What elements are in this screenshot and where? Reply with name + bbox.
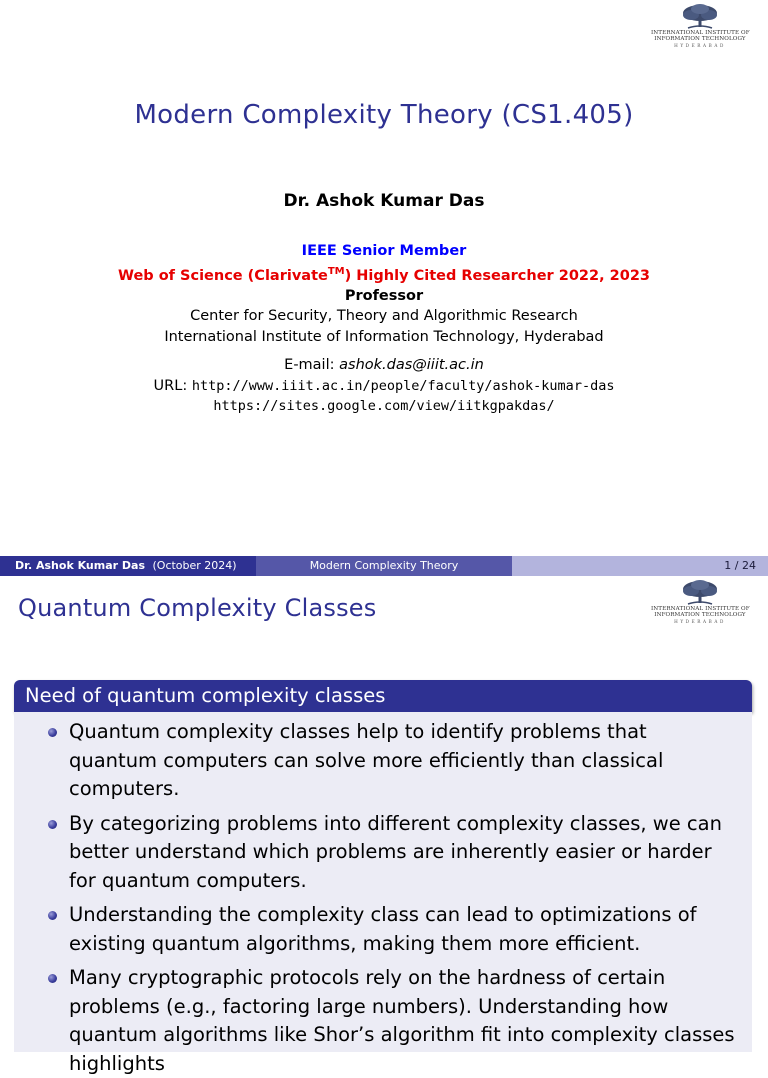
list-item [42, 810, 738, 896]
content-slide [0, 576, 768, 1075]
bullet-text: Many cryptographic protocols rely on the hardness of certain problems (e.g., factoring large numbers). Understanding how quantum algorithms like Shor’s algorithm fit into complexity classes highlights [69, 966, 735, 1075]
logo-line3: HYDERABAD [674, 42, 726, 48]
block-body [14, 712, 752, 1075]
content-block [14, 680, 752, 1075]
bullet-text: By categorizing problems into different complexity classes, we can better understand which problems are inherently easier or harder for quantum computers. [69, 811, 722, 892]
list-item [42, 901, 738, 958]
wos-suffix: ) Highly Cited Researcher 2022, 2023 [344, 267, 651, 284]
url-line [0, 376, 768, 397]
author-info [0, 241, 768, 347]
footer-author [0, 556, 256, 576]
bullet-list [42, 718, 738, 1078]
logo-line1: INTERNATIONAL INSTITUTE OF [651, 606, 750, 612]
bullet-text: Understanding the complexity class can lead to optimizations of existing quantum algorithms, making them more efficient. [69, 903, 697, 955]
url2-line [0, 396, 768, 417]
logo-line1: INTERNATIONAL INSTITUTE OF [651, 30, 750, 36]
wos-recognition [0, 262, 768, 286]
ieee-membership: IEEE Senior Member [301, 243, 467, 259]
footer-author-name: Dr. Ashok Kumar Das [15, 559, 145, 572]
list-item [42, 718, 738, 804]
tree-icon [680, 580, 720, 606]
tree-icon [680, 4, 720, 30]
contact-info [0, 355, 768, 417]
author-name: Dr. Ashok Kumar Das [283, 191, 485, 211]
footer-course: Modern Complexity Theory [256, 556, 512, 576]
logo-line2: INFORMATION TECHNOLOGY [654, 36, 746, 43]
email-link[interactable]: ashok.das@iiit.ac.in [339, 357, 484, 373]
presentation-title: Modern Complexity Theory (CS1.405) [134, 100, 634, 130]
bullet-icon [48, 728, 57, 737]
center-name: Center for Security, Theory and Algorithmic Research [190, 308, 578, 325]
bullet-icon [48, 820, 57, 829]
slide-footer [0, 556, 768, 576]
faculty-url-link[interactable]: http://www.iiit.ac.in/people/faculty/ashok-kumar-das [191, 377, 615, 394]
position: Professor [344, 287, 424, 304]
email-line [0, 355, 768, 376]
bullet-icon [48, 974, 57, 983]
institute-name: International Institute of Information Technology, Hyderabad [164, 328, 604, 345]
list-item [42, 964, 738, 1078]
block-title: Need of quantum complexity classes [14, 680, 752, 712]
iiit-logo [651, 580, 749, 630]
bullet-icon [48, 911, 57, 920]
email-label: E-mail: [284, 357, 340, 373]
sites-url-link[interactable]: https://sites.google.com/view/iitkgpakdas/ [213, 398, 555, 414]
logo-line3: HYDERABAD [674, 618, 726, 624]
frame-title: Quantum Complexity Classes [18, 594, 377, 622]
wos-prefix: Web of Science (Clarivate [117, 267, 328, 284]
url-label: URL: [153, 377, 192, 394]
footer-date: (October 2024) [152, 559, 237, 572]
footer-page-number: 1 / 24 [512, 556, 768, 576]
iiit-logo [651, 4, 749, 54]
wos-tm: TM [327, 265, 345, 277]
logo-line2: INFORMATION TECHNOLOGY [654, 612, 746, 619]
bullet-text: Quantum complexity classes help to identify problems that quantum computers can solve more efficiently than classical computers. [69, 720, 664, 800]
